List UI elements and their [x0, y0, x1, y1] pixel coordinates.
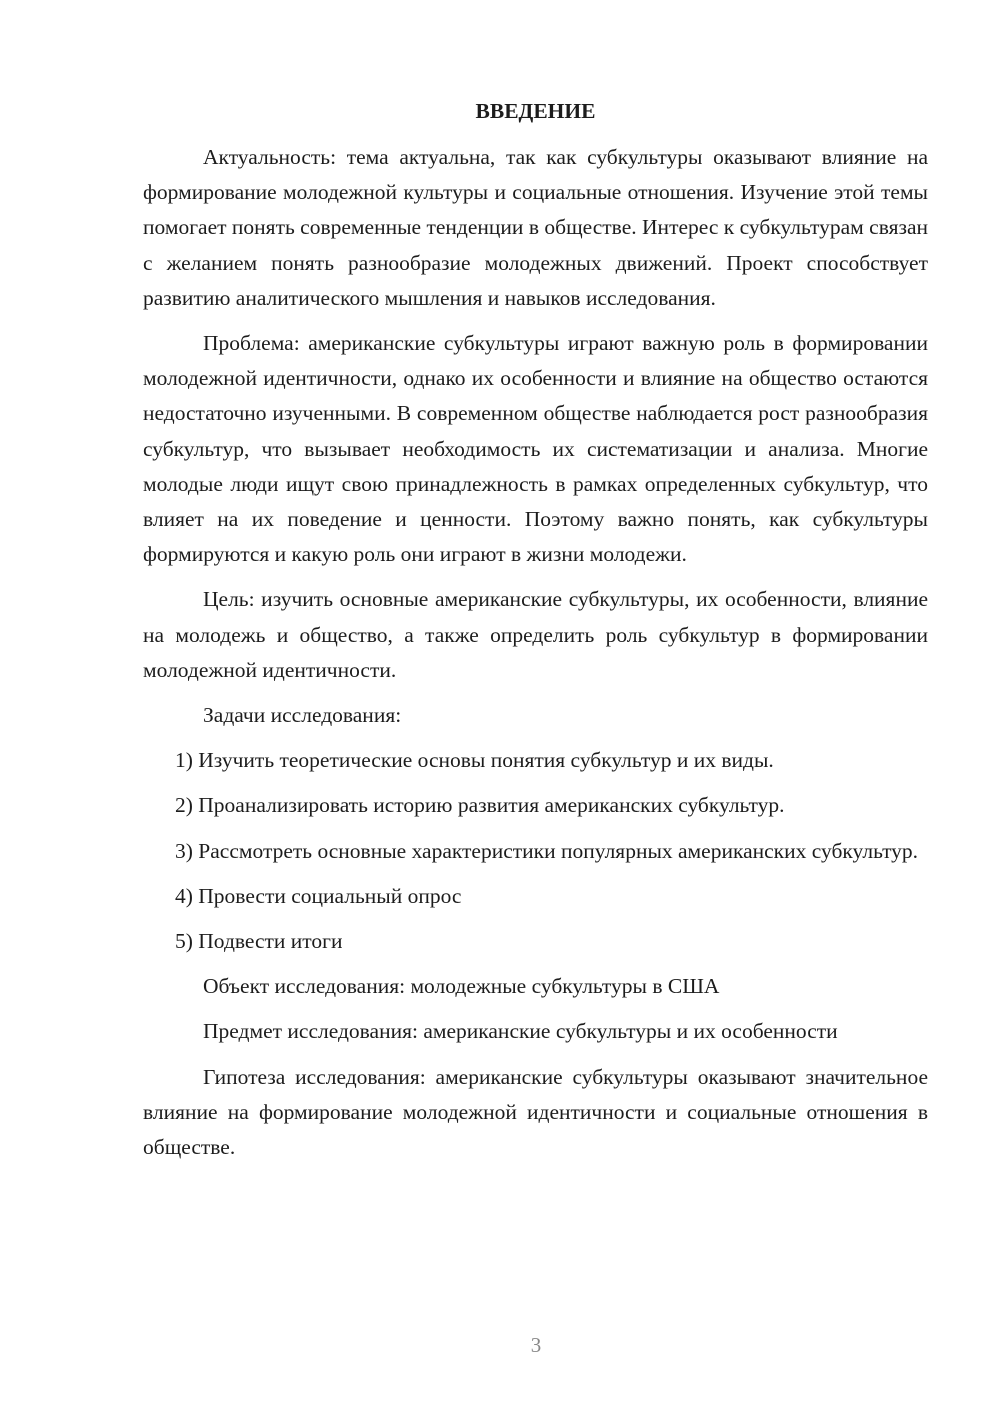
task-item: 3) Рассмотреть основные характеристики популярных американских субкультур. [175, 838, 919, 863]
problem-paragraph: Проблема: американские субкультуры играют важную роль в формировании молодежной идентичности, однако их особенности и влияние на общество остаются недостаточно изученными. В современном обществе наблюдается рост разнообразия субкультур, что вызывает необходимость их систематизации и анализа. Многие молодые люди ищут свою принадлежность в рамках определенных субкультур, что влияет на их поведение и ценности. Поэтому важно понять, как субкультуры формируются и какую роль они играют в жизни молодежи. [143, 331, 928, 567]
section-title: ВВЕДЕНИЕ [475, 99, 596, 123]
task-item: 1) Изучить теоретические основы понятия субкультур и их виды. [175, 748, 774, 773]
document-page [143, 94, 928, 1175]
page-number: 3 [530, 1333, 542, 1357]
tasks-heading: Задачи исследования: [203, 703, 402, 728]
goal-paragraph: Цель: изучить основные американские субкультуры, их особенности, влияние на молодежь и общество, а также определить роль субкультур в формировании молодежной идентичности. [143, 587, 928, 682]
object-paragraph: Объект исследования: молодежные субкультуры в США [203, 974, 720, 999]
hypothesis-paragraph: Гипотеза исследования: американские субкультуры оказывают значительное влияние на формирование молодежной идентичности и социальные отношения в обществе. [143, 1064, 928, 1160]
task-item: 4) Провести социальный опрос [175, 883, 462, 908]
subject-paragraph: Предмет исследования: американские субкультуры и их особенности [203, 1019, 838, 1044]
task-item: 5) Подвести итоги [175, 929, 343, 954]
relevance-paragraph: Актуальность: тема актуальна, так как субкультуры оказывают влияние на формирование молодежной культуры и социальные отношения. Изучение этой темы помогает понять современные тенденции в обществе. Интерес к субкультурам связан с желанием понять разнообразие молодежных движений. Проект способствует развитию аналитического мышления и навыков исследования. [143, 145, 928, 310]
task-item: 2) Проанализировать историю развития американских субкультур. [175, 793, 785, 818]
